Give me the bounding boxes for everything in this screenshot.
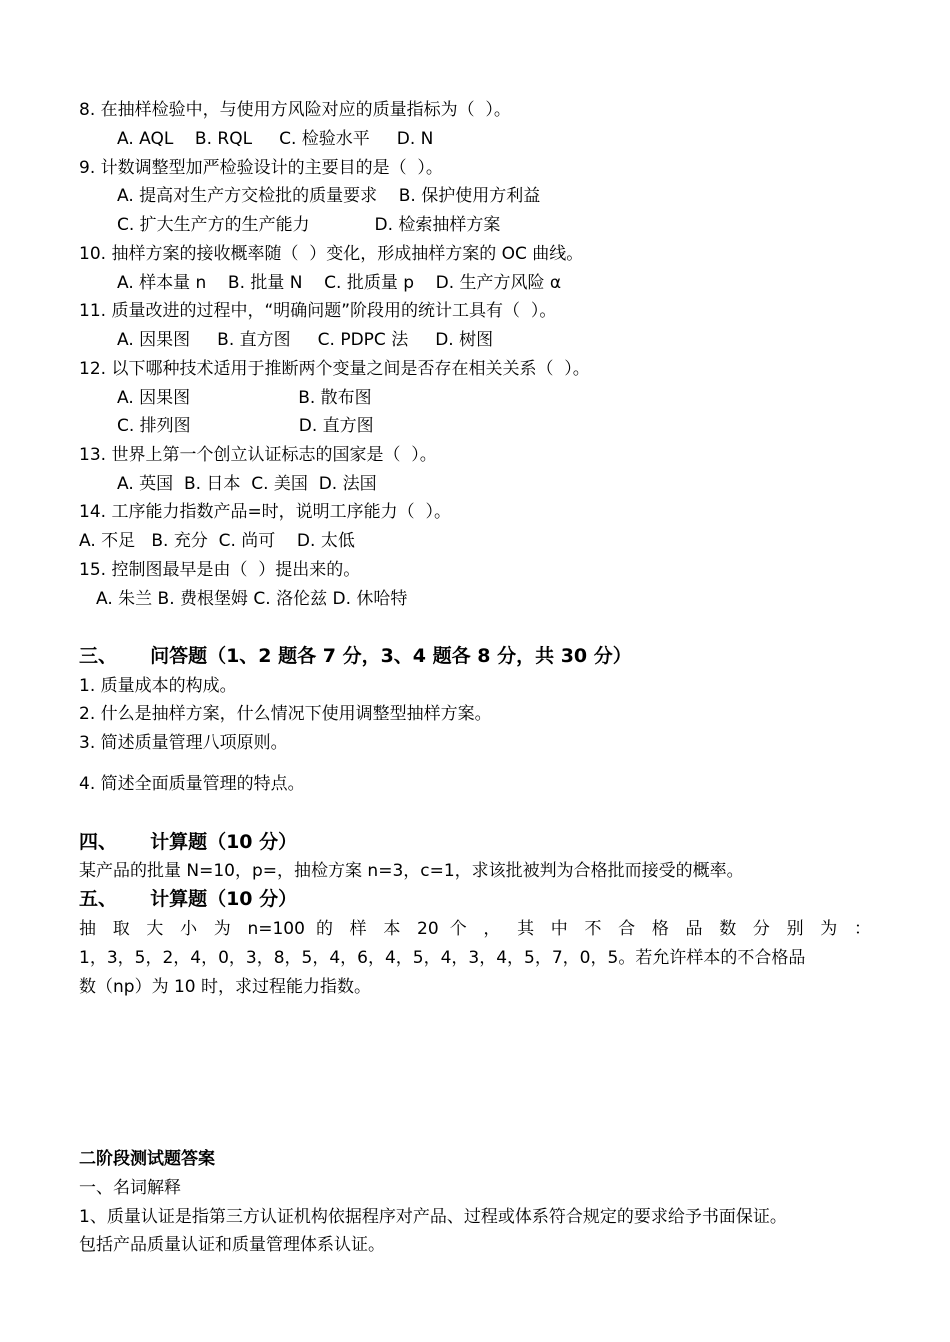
question-12: 12. 以下哪种技术适用于推断两个变量之间是否存在相关关系（ ）。 — [79, 359, 590, 379]
question-15: 15. 控制图最早是由（ ）提出来的。 — [79, 560, 361, 580]
question-15-options: A. 朱兰 B. 费根堡姆 C. 洛伦兹 D. 休哈特 — [96, 589, 408, 609]
question-10-options: A. 样本量 n B. 批量 N C. 批质量 p D. 生产方风险 α — [117, 273, 562, 293]
question-12-options-2: C. 排列图 D. 直方图 — [117, 416, 374, 436]
section-3-item-1: 1. 质量成本的构成。 — [79, 676, 237, 696]
section-4-text: 某产品的批量 N=10，p=，抽检方案 n=3，c=1，求该批被判为合格批而接受的概率。 — [79, 861, 744, 881]
question-12-options-1: A. 因果图 B. 散布图 — [117, 388, 372, 408]
answers-paragraph-1: 1、质量认证是指第三方认证机构依据程序对产品、过程或体系符合规定的要求给予书面保证。 — [79, 1207, 787, 1227]
question-10: 10. 抽样方案的接收概率随（ ）变化，形成抽样方案的 OC 曲线。 — [79, 244, 584, 264]
question-9-options-1: A. 提高对生产方交检批的质量要求 B. 保护使用方利益 — [117, 186, 541, 206]
answers-subtitle: 一、名词解释 — [79, 1178, 181, 1198]
question-13: 13. 世界上第一个创立认证标志的国家是（ ）。 — [79, 445, 437, 465]
section-3-title: 三、 问答题（1、2 题各 7 分，3、4 题各 8 分，共 30 分） — [79, 645, 632, 667]
section-3-item-2: 2. 什么是抽样方案，什么情况下使用调整型抽样方案。 — [79, 704, 492, 724]
section-5-title: 五、 计算题（10 分） — [79, 888, 298, 910]
question-14-options: A. 不足 B. 充分 C. 尚可 D. 太低 — [79, 531, 355, 551]
section-5-line-3: 数（np）为 10 时，求过程能力指数。 — [79, 977, 372, 997]
question-9-options-2: C. 扩大生产方的生产能力 D. 检索抽样方案 — [117, 215, 501, 235]
question-9: 9. 计数调整型加严检验设计的主要目的是（ ）。 — [79, 158, 443, 178]
question-13-options: A. 英国 B. 日本 C. 美国 D. 法国 — [117, 474, 377, 494]
question-8-options: A. AQL B. RQL C. 检验水平 D. N — [117, 129, 434, 149]
section-5-line-2: 1，3，5，2，4，0，3，8，5，4，6，4，5，4，3，4，5，7，0，5。若允许样本的不合格品 — [79, 948, 806, 968]
question-11-options: A. 因果图 B. 直方图 C. PDPC 法 D. 树图 — [117, 330, 494, 350]
answers-paragraph-2: 包括产品质量认证和质量管理体系认证。 — [79, 1235, 385, 1255]
section-4-title: 四、 计算题（10 分） — [79, 831, 298, 853]
section-5-line-1: 抽 取 大 小 为 n=100 的 样 本 20 个 ， 其 中 不 合 格 品 数 分 别 为 ： — [79, 919, 871, 939]
question-11: 11. 质量改进的过程中，“明确问题”阶段用的统计工具有（ ）。 — [79, 301, 557, 321]
question-8: 8. 在抽样检验中，与使用方风险对应的质量指标为（ ）。 — [79, 100, 511, 120]
section-3-item-3: 3. 简述质量管理八项原则。 — [79, 733, 288, 753]
answers-title: 二阶段测试题答案 — [79, 1149, 215, 1169]
section-3-item-4: 4. 简述全面质量管理的特点。 — [79, 774, 305, 794]
question-14: 14. 工序能力指数产品=时，说明工序能力（ ）。 — [79, 502, 451, 522]
